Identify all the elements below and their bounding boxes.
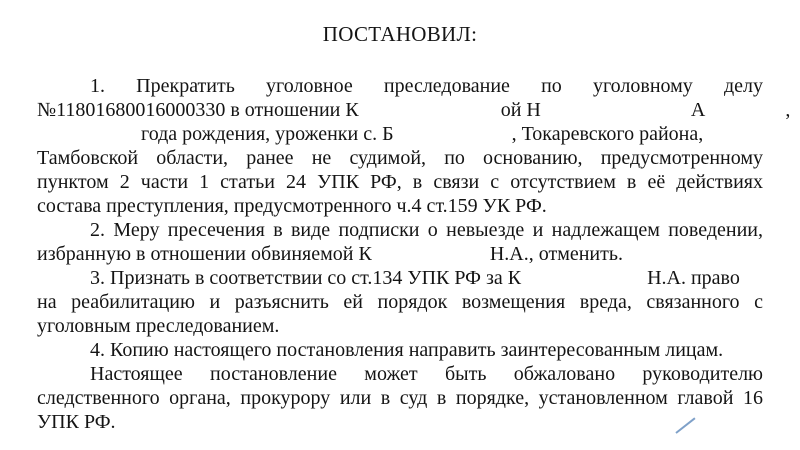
paragraph-5-line-1: Настоящее постановление может быть обжаловано руководителю [90,363,763,385]
paragraph-1-line-5: пунктом 2 части 1 статьи 24 УПК РФ, в связи с отсутствием в её действиях [37,171,763,193]
paragraph-3-line-2: на реабилитацию и разъяснить ей порядок возмещения вреда, связанного с [37,291,763,313]
paragraph-1-line-6: состава преступления, предусмотренного ч.4 ст.159 УК РФ. [37,195,547,217]
paragraph-3-line-1 [90,266,740,290]
pen-mark [675,417,695,433]
paragraph-3-line-3: уголовным преследованием. [37,315,280,337]
surname-ending: ой Н [500,99,541,121]
paragraph-5-line-2: следственного органа, прокурору или в суд в порядке, установленном главой 16 [37,387,763,409]
cancel-text: Н.А., отменить. [489,243,623,265]
case-number-text: №11801680016000330 в отношении К [37,99,359,121]
patronymic-initial: А [690,99,706,121]
accused-text: избранную в отношении обвиняемой К [37,243,372,265]
paragraph-2-line-2 [37,242,623,266]
paragraph-1-line-3 [37,122,703,146]
paragraph-5-line-3: УПК РФ. [37,411,116,433]
birth-place-text: года рождения, уроженки с. Б [141,123,394,145]
paragraph-1-line-2 [37,98,790,122]
paragraph-4-line-1: 4. Копию настоящего постановления направить заинтересованным лицам. [90,339,724,361]
initials-right-text: Н.А. право [647,267,740,289]
line-comma: , [785,99,791,121]
paragraph-1-line-1: 1. Прекратить уголовное преследование по уголовному делу [90,75,763,97]
document-heading: ПОСТАНОВИЛ: [322,22,478,46]
paragraph-1-line-4: Тамбовской области, ранее не судимой, по основанию, предусмотренному [37,147,763,169]
district-text: , Токаревского района, [511,123,704,145]
paragraph-2-line-1: 2. Меру пресечения в виде подписки о невыезде и надлежащем поведении, [90,219,763,241]
rehabilitation-text: 3. Признать в соответствии со ст.134 УПК РФ за К [90,267,522,289]
